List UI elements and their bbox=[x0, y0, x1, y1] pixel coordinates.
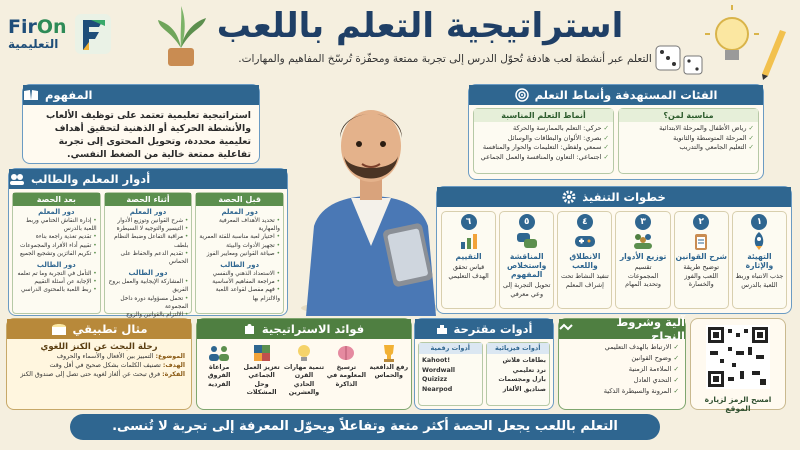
tools-panel bbox=[414, 318, 554, 410]
example-line-key: الفكرة: bbox=[162, 371, 185, 378]
list-item: • الاستعداد الذهني والنفسي bbox=[199, 270, 280, 278]
target-icon bbox=[515, 88, 529, 102]
example-line bbox=[7, 370, 191, 379]
teacher-role-label: دور المعلم bbox=[221, 208, 258, 216]
step-number: ٤ bbox=[577, 214, 593, 230]
list-item: بطاقات فلاش bbox=[502, 357, 546, 364]
list-item: • إدارة النقاش الختامي وربط اللعبة بالدرس bbox=[16, 217, 97, 233]
people-icon bbox=[199, 342, 239, 364]
step-title: توزيع الأدوار bbox=[619, 252, 667, 261]
footer-banner: التعلم باللعب يجعل الحصة أكثر متعة وتفاعلاً ويحوّل المعرفة إلى تجربة لا تُنسى. bbox=[70, 414, 660, 440]
role-column-head: أثناء الحصة bbox=[105, 193, 192, 206]
step-number: ٢ bbox=[693, 214, 709, 230]
target-panel bbox=[468, 84, 764, 180]
teacher-role-label: دور المعلم bbox=[38, 208, 75, 216]
role-column-head: بعد الحصة bbox=[13, 193, 100, 206]
success-title: آلية وشروط النجاح bbox=[616, 315, 685, 343]
book-icon bbox=[23, 89, 39, 101]
step-title: التقييم bbox=[455, 252, 482, 261]
treasure-chest-icon bbox=[51, 323, 67, 335]
chat-bubble-icon bbox=[500, 230, 553, 252]
gear-icon bbox=[562, 190, 576, 204]
suitable-for-box bbox=[618, 108, 759, 174]
list-item: • صياغة القوانين ومعايير الفوز bbox=[199, 250, 280, 258]
bar-chart-icon bbox=[442, 230, 495, 252]
example-title: مثال تطبيقي bbox=[72, 322, 148, 336]
example-line bbox=[7, 361, 191, 370]
concept-panel bbox=[22, 84, 260, 164]
people-icon bbox=[616, 230, 669, 252]
step-desc: جذب الانتباه وربط اللعبة بالدرس bbox=[735, 272, 784, 289]
roles-columns bbox=[9, 189, 287, 317]
qr-caption: امسح الرمز لزيارة الموقع bbox=[704, 395, 772, 413]
list-item: ✓ رياض الأطفال والمرحلة الابتدائية bbox=[623, 124, 754, 134]
benefit-text: رفع الدافعية والحماس bbox=[369, 364, 409, 380]
list-item: • تحمل مسؤولية دوره داخل المجموعة bbox=[108, 295, 189, 311]
student-role-list bbox=[196, 269, 283, 304]
list-item: نرد تعليمي bbox=[512, 366, 546, 374]
example-line-value: فرق تبحث عن ألغاز لغوية حتى تصل إلى صندوق الكنز bbox=[20, 371, 161, 378]
benefit-item bbox=[241, 342, 281, 398]
list-item: • شرح القوانين وتوزيع الأدوار bbox=[108, 217, 189, 225]
benefits-panel bbox=[196, 318, 412, 410]
list-item: • تقييم أداء الأفراد والمجموعات bbox=[16, 242, 97, 250]
tools-title: أدوات مقترحة bbox=[453, 322, 533, 336]
role-column-head: قبل الحصة bbox=[196, 193, 283, 206]
benefit-item bbox=[326, 342, 366, 398]
clipboard-icon bbox=[675, 230, 728, 252]
people-icon bbox=[9, 173, 25, 185]
target-title: الفئات المستهدفة وأنماط التعلم bbox=[534, 88, 718, 102]
benefit-text: تعزيز العمل الجماعي وحل المشكلات bbox=[243, 364, 280, 397]
list-item: • تكريم الفائزين وتشجيع الجميع bbox=[16, 250, 97, 258]
tools-columns bbox=[415, 339, 553, 409]
example-line-value: تصنيف الكلمات بشكل صحيح في أقل وقت bbox=[49, 362, 161, 369]
list-item: • ربط اللعبة بالمحتوى الدراسي bbox=[16, 286, 97, 294]
student-role-label: دور الطالب bbox=[128, 269, 168, 278]
roles-panel bbox=[8, 168, 288, 319]
benefits-header bbox=[197, 319, 411, 339]
learning-styles-head: أنماط التعلم المناسبة bbox=[474, 109, 613, 122]
physical-tools-head: أدوات فيزيائية bbox=[487, 343, 550, 354]
step-number: ٥ bbox=[519, 214, 535, 230]
step-title: شرح القوانين bbox=[675, 252, 727, 261]
list-item: • تقديم الدعم والحفاظ على الحماس bbox=[108, 250, 189, 266]
example-panel bbox=[6, 318, 192, 410]
steps-title: خطوات التنفيذ bbox=[582, 190, 666, 204]
tools-icon bbox=[436, 323, 448, 335]
role-column-before bbox=[195, 192, 284, 314]
tools-header bbox=[415, 319, 553, 339]
steps-panel bbox=[436, 186, 792, 314]
benefit-text: تنمية مهارات القرن الحادي والعشرين bbox=[283, 364, 325, 397]
list-item: بازل ومجسمات bbox=[498, 376, 546, 383]
rocket-icon bbox=[733, 230, 786, 252]
list-item: ✓ الارتباط بالهدف التعليمي bbox=[565, 342, 679, 353]
steps-row bbox=[437, 207, 791, 313]
roles-header bbox=[9, 169, 287, 189]
lightbulb-icon bbox=[284, 342, 324, 364]
step-number: ٦ bbox=[461, 214, 477, 230]
student-role-list bbox=[13, 269, 100, 296]
handshake-icon bbox=[559, 324, 573, 334]
suitable-for-head: مناسبة لمن؟ bbox=[619, 109, 758, 122]
puzzle-icon bbox=[244, 323, 256, 335]
qr-code-icon[interactable] bbox=[706, 325, 770, 389]
list-item: • مراجعة المفاهيم الأساسية bbox=[199, 278, 280, 286]
step-card bbox=[674, 211, 729, 309]
list-item: • التيسير والتوجيه لا السيطرة bbox=[108, 225, 189, 233]
step-card bbox=[499, 211, 554, 309]
list-item: • الإجابة عن أسئلة التقييم bbox=[16, 278, 97, 286]
success-panel bbox=[558, 315, 686, 410]
learning-styles-list bbox=[474, 122, 613, 164]
list-item: ✓ المرحلة المتوسطة والثانوية bbox=[623, 134, 754, 144]
step-number: ٣ bbox=[635, 214, 651, 230]
student-role-label: دور الطالب bbox=[220, 261, 260, 270]
teacher-role-list bbox=[13, 216, 100, 259]
logo-text bbox=[8, 17, 67, 51]
logo[interactable] bbox=[8, 8, 138, 60]
step-desc: تقسيم المجموعات وتحديد المهام bbox=[625, 263, 661, 288]
list-item: ✓ بصري: الألوان والبطاقات والوسائل bbox=[478, 134, 609, 144]
list-item: • مراقبة التفاعل وضبط النظام بلطف bbox=[108, 233, 189, 249]
physical-tools-box bbox=[486, 342, 551, 406]
list-item: Kahoot! bbox=[422, 357, 451, 364]
list-item: Wordwall bbox=[422, 366, 456, 374]
example-line bbox=[7, 352, 191, 361]
example-line-key: الموضوع: bbox=[155, 353, 185, 360]
list-item: • تجهيز الأدوات والبيئة bbox=[199, 242, 280, 250]
role-column-during bbox=[104, 192, 193, 319]
page-subtitle: التعلم عبر أنشطة لعب هادفة تُحوّل الدرس إلى تجربة ممتعة ومحفّزة تُرسّخ المفاهيم والمهارات. bbox=[238, 53, 652, 65]
benefits-row bbox=[197, 339, 411, 401]
page-title: استراتيجية التعلم باللعب bbox=[216, 6, 624, 46]
list-item: ✓ التحدي العادل bbox=[565, 375, 679, 386]
suitable-for-list bbox=[619, 122, 758, 155]
student-role-label: دور الطالب bbox=[36, 261, 76, 270]
example-name: رحلة البحث عن الكنز اللغوي bbox=[40, 342, 158, 352]
dice-lightbulb-icon bbox=[650, 4, 790, 80]
list-item: • فهم مفصل لقواعد اللعبة والالتزام بها bbox=[199, 286, 280, 302]
benefits-title: فوائد الاستراتيجية bbox=[261, 322, 365, 336]
list-item: ✓ اجتماعي: التعاون والمنافسة والعمل الجماعي bbox=[478, 153, 609, 163]
target-columns bbox=[469, 105, 763, 177]
target-header bbox=[469, 85, 763, 105]
learning-styles-box bbox=[473, 108, 614, 174]
benefit-item bbox=[369, 342, 409, 398]
benefit-text: مراعاة الفروق الفردية bbox=[207, 364, 231, 388]
teacher-illustration bbox=[296, 76, 446, 316]
list-item: • المشاركة الإيجابية والعمل بروح الفريق bbox=[108, 278, 189, 294]
example-line-key: الهدف: bbox=[162, 362, 185, 369]
step-desc: قياس تحقق الهدف التعليمي bbox=[448, 263, 489, 280]
step-desc: تنفيذ النشاط تحت إشراف المعلم bbox=[561, 272, 609, 289]
list-item: Quizizz bbox=[422, 376, 448, 383]
step-card bbox=[615, 211, 670, 309]
concept-text: استراتيجية تعليمية تعتمد على توظيف الألعاب والأنشطة الحركية أو الذهنية لتحقيق أهداف تعليمية محددة، وتحويل المحتوى إلى تجربة تفاعلية ممتعة خالية من الضغط النفسي. bbox=[45, 110, 251, 160]
physical-tools-list bbox=[487, 354, 550, 396]
teacher-role-list bbox=[105, 216, 192, 267]
step-card bbox=[732, 211, 787, 309]
firon-logo-icon bbox=[73, 12, 113, 56]
list-item: • تقديم تغذية راجعة بناءة bbox=[16, 233, 97, 241]
digital-tools-list bbox=[419, 354, 482, 396]
example-line-value: التمييز بين الأفعال والأسماء والحروف bbox=[56, 353, 154, 360]
logo-arabic: التعليمية bbox=[8, 37, 59, 51]
step-title: الانطلاق واللعب bbox=[569, 252, 601, 270]
list-item: • الالتزام بالقوانين والروح bbox=[108, 311, 189, 327]
roles-title: أدوار المعلم والطالب bbox=[31, 172, 151, 186]
list-item: ✓ التعليم الجامعي والتدريب bbox=[623, 143, 754, 153]
list-item: صناديق الألغاز bbox=[502, 385, 546, 393]
step-card bbox=[441, 211, 496, 309]
concept-header bbox=[23, 85, 259, 105]
step-desc: توضيح طريقة اللعب والفوز والخسارة bbox=[683, 263, 720, 288]
logo-wordmark: FirOn bbox=[8, 16, 67, 38]
game-controller-icon bbox=[558, 230, 611, 252]
list-item: ✓ سمعي ولفظي: التعليمات والحوار والمنافسة bbox=[478, 143, 609, 153]
success-list bbox=[559, 339, 685, 400]
example-header bbox=[7, 319, 191, 339]
step-desc: تحويل التجربة إلى وعي معرفي bbox=[503, 281, 551, 298]
step-title: التهيئة والإثارة bbox=[745, 252, 774, 270]
step-card bbox=[557, 211, 612, 309]
list-item: ✓ وضوح القوانين bbox=[565, 353, 679, 364]
trophy-icon bbox=[369, 342, 409, 364]
concept-title: المفهوم bbox=[45, 88, 93, 102]
list-item: • اختيار لعبة مناسبة للفئة العمرية bbox=[199, 233, 280, 241]
benefit-item bbox=[199, 342, 239, 398]
list-item: ✓ المرونة والسيطرة الذكية bbox=[565, 386, 679, 397]
puzzle-icon bbox=[241, 342, 281, 364]
benefit-text: ترسيخ المعلومة في الذاكرة bbox=[326, 364, 366, 388]
list-item: • التأمل في التجربة وما تم تعلمه bbox=[16, 270, 97, 278]
teacher-role-label: دور المعلم bbox=[129, 208, 167, 216]
digital-tools-box bbox=[418, 342, 483, 406]
teacher-role-list bbox=[196, 216, 283, 259]
brain-icon bbox=[326, 342, 366, 364]
success-header bbox=[559, 315, 685, 343]
step-title: المناقشة واستخلاص المفهوم bbox=[507, 252, 547, 279]
role-column-after bbox=[12, 192, 101, 314]
qr-code-box[interactable] bbox=[690, 318, 786, 413]
list-item: ✓ الملاءمة الزمنية bbox=[565, 364, 679, 375]
list-item: • تحديد الأهداف المعرفية والمهارية bbox=[199, 217, 280, 233]
digital-tools-head: أدوات رقمية bbox=[419, 343, 482, 354]
list-item: ✓ حركي: التعلم بالممارسة والحركة bbox=[478, 124, 609, 134]
list-item: Nearpod bbox=[422, 385, 453, 393]
steps-header bbox=[437, 187, 791, 207]
step-number: ١ bbox=[751, 214, 767, 230]
benefit-item bbox=[284, 342, 324, 398]
